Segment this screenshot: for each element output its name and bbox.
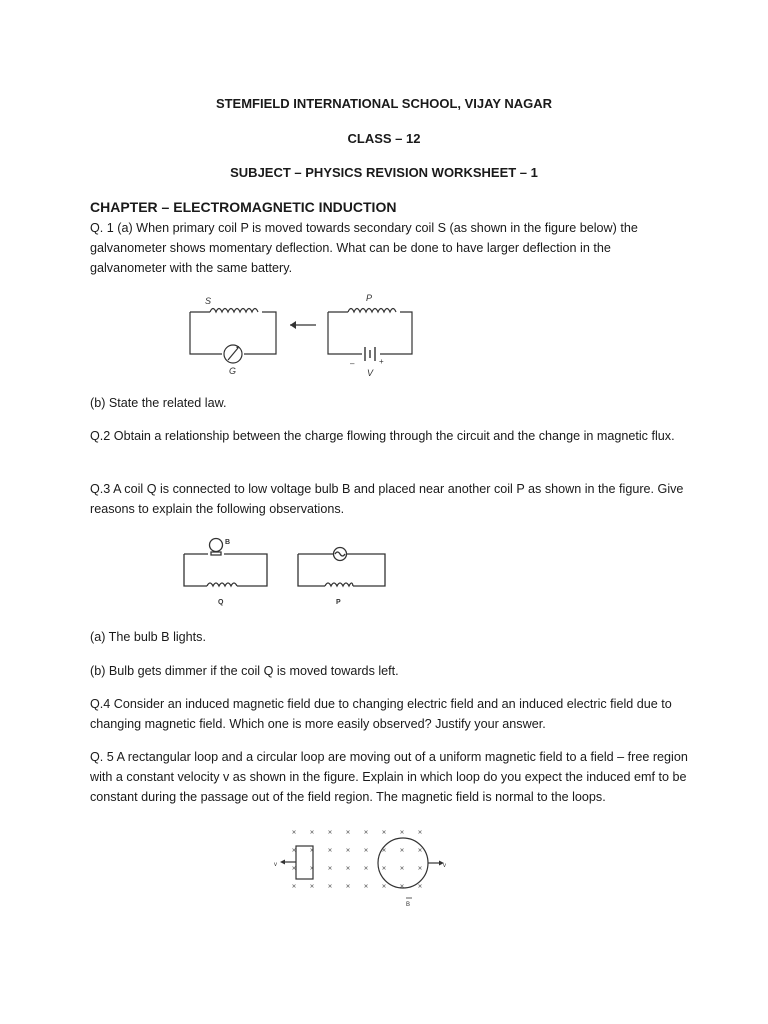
coil-p: [348, 309, 396, 313]
field-cross: [329, 867, 332, 870]
label-p: P: [336, 599, 341, 606]
field-cross: [329, 831, 332, 834]
field-cross: [365, 849, 368, 852]
school-name: STEMFIELD INTERNATIONAL SCHOOL, VIJAY NAGAR: [215, 96, 553, 111]
label-s: S: [205, 296, 212, 306]
figure-coils-galvanometer: [180, 290, 430, 382]
field-cross: [347, 885, 350, 888]
label-p: P: [366, 293, 373, 303]
field-cross: [365, 831, 368, 834]
battery-icon: [365, 347, 375, 361]
field-cross: [293, 885, 296, 888]
question-1b: (b) State the related law.: [90, 396, 227, 410]
field-cross: [401, 831, 404, 834]
question-3a: (a) The bulb B lights.: [90, 630, 206, 644]
subject-title: SUBJECT – PHYSICS REVISION WORKSHEET – 1: [230, 165, 538, 180]
circular-loop: [378, 838, 428, 888]
field-cross: [365, 867, 368, 870]
field-cross: [401, 885, 404, 888]
coil-q: [207, 583, 237, 586]
field-cross: [401, 849, 404, 852]
label-v-right: v: [443, 863, 446, 869]
field-cross: [311, 885, 314, 888]
field-cross: [383, 867, 386, 870]
label-v-left: v: [274, 862, 277, 868]
field-cross: [329, 885, 332, 888]
question-3b: (b) Bulb gets dimmer if the coil Q is moved towards left.: [90, 664, 399, 678]
question-1a: Q. 1 (a) When primary coil P is moved towards secondary coil S (as shown in the figure below) the galvanometer shows momentary deflection. What can be done to have larger deflection in the galvanometer with the same battery.: [90, 221, 638, 275]
question-5: Q. 5 A rectangular loop and a circular loop are moving out of a uniform magnetic field to a field – free region with a constant velocity v as shown in the figure. Explain in which loop do you expect the induced emf to be constant during the passage out of the field region. The magnetic field is normal to the loops.: [90, 750, 688, 804]
label-b: B: [406, 902, 411, 908]
question-4: Q.4 Consider an induced magnetic field due to changing electric field and an induced electric field due to changing magnetic field. Which one is more easily observed? Justify your answer.: [90, 697, 672, 731]
field-cross: [347, 867, 350, 870]
label-g: G: [229, 366, 237, 376]
field-cross: [293, 831, 296, 834]
field-cross: [383, 831, 386, 834]
figure-bulb-coils: [175, 534, 395, 614]
field-cross: [347, 831, 350, 834]
field-cross: [401, 867, 404, 870]
field-cross: [419, 885, 422, 888]
field-cross: [293, 849, 296, 852]
field-cross: [419, 831, 422, 834]
label-minus: –: [350, 359, 355, 368]
field-cross: [347, 849, 350, 852]
question-2: Q.2 Obtain a relationship between the charge flowing through the circuit and the change in magnetic flux.: [90, 429, 675, 443]
question-3: Q.3 A coil Q is connected to low voltage bulb B and placed near another coil P as shown in the figure. Give reasons to explain the following observations.: [90, 482, 684, 516]
coil-p: [325, 583, 353, 586]
bulb-icon: [210, 539, 223, 552]
label-q: Q: [218, 599, 224, 606]
chapter-heading: CHAPTER – ELECTROMAGNETIC INDUCTION: [90, 199, 397, 215]
figure-loops-magnetic-field: [270, 820, 460, 915]
field-cross: [365, 885, 368, 888]
label-plus: +: [379, 357, 384, 366]
label-b: B: [225, 539, 231, 546]
class-label: CLASS – 12: [347, 131, 421, 146]
rectangular-loop: [296, 846, 313, 879]
field-cross: [383, 885, 386, 888]
field-cross: [419, 867, 422, 870]
field-cross: [293, 867, 296, 870]
field-cross: [311, 831, 314, 834]
field-cross: [329, 849, 332, 852]
label-v: V: [367, 368, 374, 378]
coil-s: [210, 309, 258, 313]
field-cross: [419, 849, 422, 852]
